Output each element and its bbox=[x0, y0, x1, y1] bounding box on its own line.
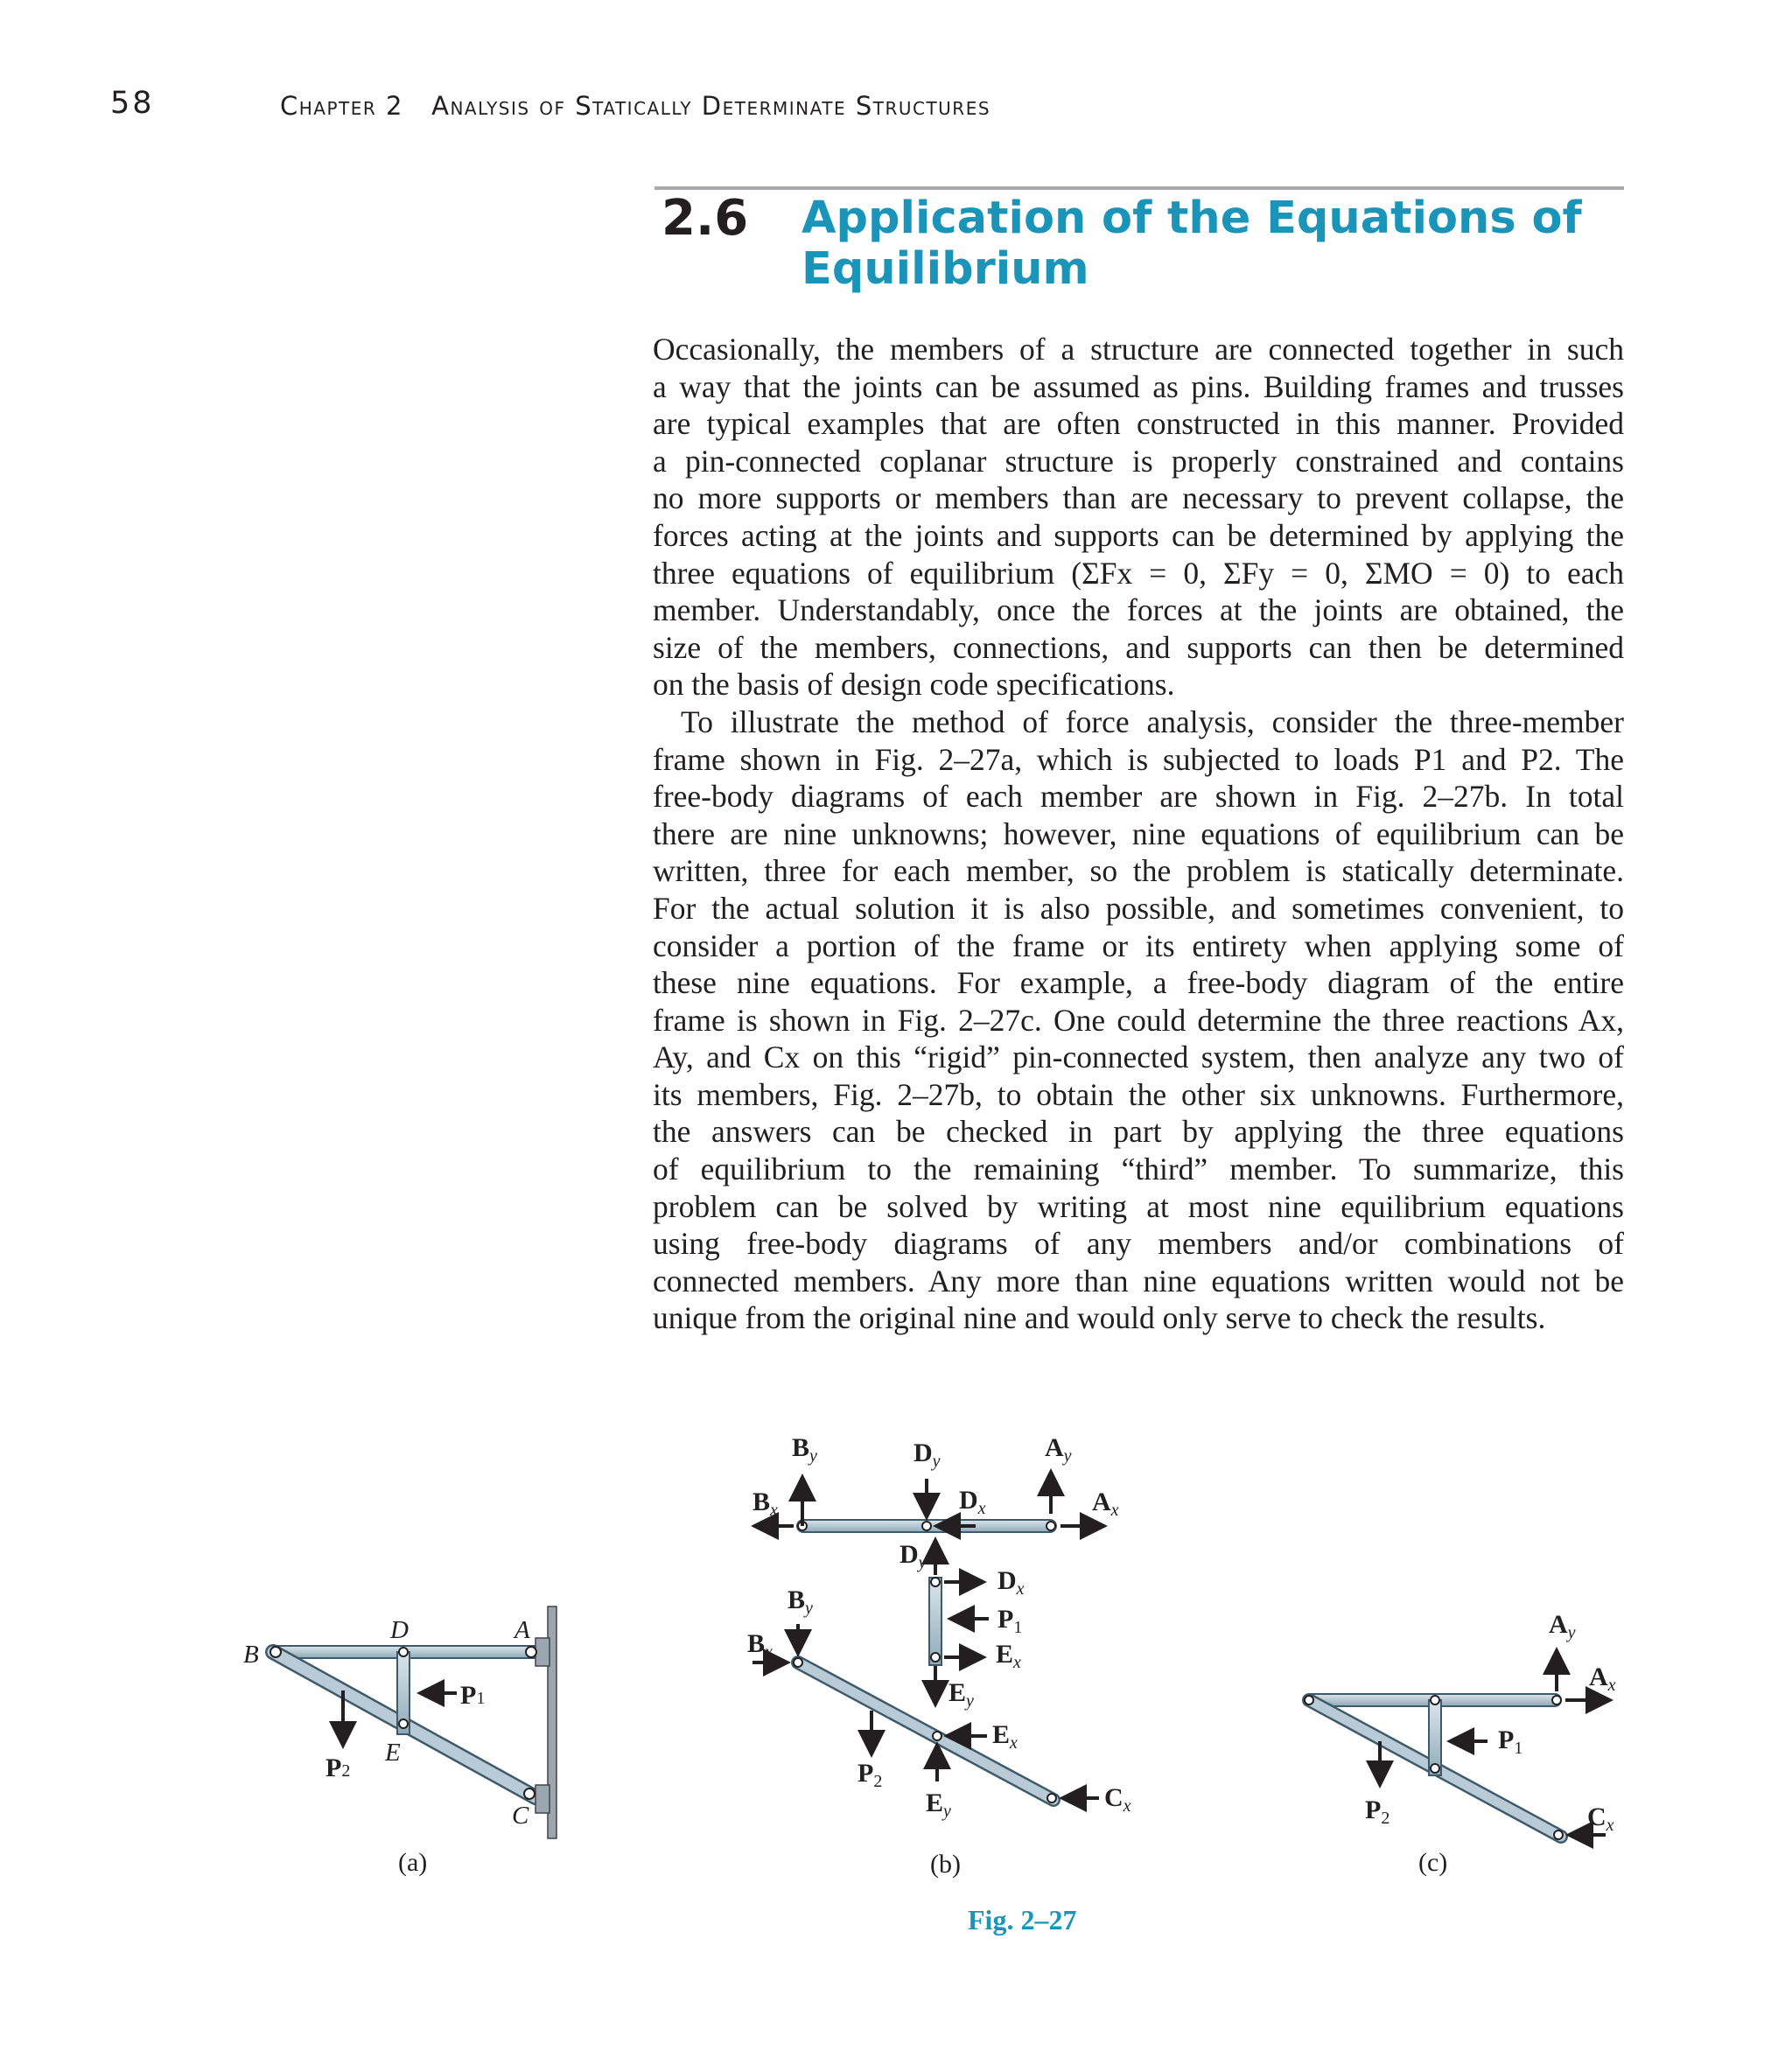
body-line: forces acting at the joints and supports can be determined by applying the bbox=[653, 517, 1624, 553]
svg-text:Ay: $A_y$ bbox=[1549, 1610, 1576, 1642]
body-line: of equilibrium to the remaining “third” member. To summarize, this bbox=[653, 1152, 1624, 1187]
svg-text:Dx: $D_x$ bbox=[959, 1486, 986, 1518]
svg-text:Cx: $C_x$ bbox=[1587, 1802, 1614, 1835]
svg-text:P2: $P_2$ bbox=[1365, 1796, 1390, 1828]
svg-text:C: C bbox=[512, 1802, 529, 1830]
body-line: written, three for each member, so the problem is statically determinate. bbox=[653, 853, 1624, 889]
body-line: no more supports or members than are necessary to prevent collapse, the bbox=[653, 480, 1624, 516]
svg-text:Bx: $B_x$ bbox=[747, 1629, 773, 1662]
body-line: frame shown in Fig. 2–27a, which is subjected to loads P1 and P2. The bbox=[653, 741, 1624, 777]
body-line: these nine equations. For example, a free-body diagram of the entire bbox=[653, 965, 1624, 1001]
body-line: frame is shown in Fig. 2–27c. One could determine the three reactions Ax, bbox=[653, 1002, 1624, 1038]
body-line: problem can be solved by writing at most nine equilibrium equations bbox=[653, 1188, 1624, 1224]
body-line: For the actual solution it is also possible, and sometimes convenient, to bbox=[653, 890, 1624, 926]
panel-label-a: (a) bbox=[398, 1848, 428, 1877]
body-text bbox=[653, 331, 1624, 1337]
running-head: Chapter 2 Analysis of Statically Determinate Structures bbox=[280, 91, 991, 121]
svg-text:P1: $P_1$ bbox=[1498, 1726, 1523, 1758]
figure-drawing bbox=[0, 1400, 1792, 2012]
body-line: are typical examples that are often constructed in this manner. Provided bbox=[653, 406, 1624, 442]
svg-text:Dx: $D_x$ bbox=[998, 1566, 1025, 1599]
svg-text:Dy: $D_y$ bbox=[900, 1540, 927, 1572]
panel-b-member-ab bbox=[754, 1472, 1104, 1532]
body-line: size of the members, connections, and supports can then be determined bbox=[653, 629, 1624, 665]
svg-text:Ax: $A_x$ bbox=[1092, 1488, 1119, 1520]
svg-text:B: B bbox=[243, 1641, 259, 1669]
svg-text:Ay: $A_y$ bbox=[1045, 1433, 1072, 1466]
figure-caption: Fig. 2–27 bbox=[968, 1904, 1077, 1936]
body-line: its members, Fig. 2–27b, to obtain the other six unknowns. Furthermore, bbox=[653, 1076, 1624, 1112]
svg-text:P1: P1 bbox=[460, 1681, 486, 1710]
svg-text:Bx: $B_x$ bbox=[752, 1488, 778, 1520]
svg-text:P2: $P_2$ bbox=[858, 1759, 883, 1791]
body-line: free-body diagrams of each member are shown in Fig. 2–27b. In total bbox=[653, 779, 1624, 815]
body-line: Ay, and Cx on this “rigid” pin-connected system, then analyze any two of bbox=[653, 1040, 1624, 1075]
body-line: the answers can be checked in part by applying the three equations bbox=[653, 1114, 1624, 1150]
body-line: unique from the original nine and would only serve to check the results. bbox=[653, 1300, 1546, 1336]
svg-text:D: D bbox=[390, 1616, 409, 1644]
svg-text:Cx: $C_x$ bbox=[1104, 1783, 1131, 1816]
body-line: connected members. Any more than nine equations written would not be bbox=[653, 1263, 1624, 1298]
svg-text:Ey: $E_y$ bbox=[948, 1678, 974, 1711]
body-line: member. Understandably, once the forces at the joints are obtained, the bbox=[653, 592, 1624, 628]
body-line-equation: three equations of equilibrium (ΣFx = 0, ΣFy = 0, ΣMO = 0) to each bbox=[653, 555, 1624, 591]
svg-text:P1: $P_1$ bbox=[998, 1605, 1023, 1637]
svg-text:Ey: $E_y$ bbox=[926, 1788, 951, 1821]
page-number: 58 bbox=[110, 86, 155, 121]
panel-c-frame bbox=[1304, 1650, 1610, 1839]
body-line: there are nine unknowns; however, nine equations of equilibrium can be bbox=[653, 816, 1624, 851]
svg-text:P2: P2 bbox=[326, 1754, 351, 1782]
body-line: a pin-connected coplanar structure is properly constrained and contains bbox=[653, 443, 1624, 479]
body-line: consider a portion of the frame or its entirety when applying some of bbox=[653, 928, 1624, 963]
section-number: 2.6 bbox=[662, 190, 749, 247]
body-line: using free-body diagrams of any members and/or combinations of bbox=[653, 1226, 1624, 1262]
panel-label-c: (c) bbox=[1418, 1848, 1448, 1877]
svg-text:By: $B_y$ bbox=[788, 1586, 813, 1618]
body-line: To illustrate the method of force analysis, consider the three-member bbox=[681, 704, 1624, 739]
svg-text:Ax: $A_x$ bbox=[1589, 1662, 1616, 1695]
svg-text:By: $B_y$ bbox=[792, 1433, 817, 1466]
svg-text:Ex: $E_x$ bbox=[992, 1720, 1018, 1753]
body-line: Occasionally, the members of a structure are connected together in such bbox=[653, 332, 1624, 367]
section-title: Application of the Equations of Equilibrium bbox=[802, 192, 1582, 295]
svg-text:Ex: $E_x$ bbox=[996, 1640, 1021, 1672]
section-rule bbox=[654, 186, 1624, 190]
svg-text:E: E bbox=[385, 1739, 401, 1767]
figure-2-27 bbox=[0, 1400, 1792, 2012]
panel-label-b: (b) bbox=[930, 1850, 961, 1879]
body-line: on the basis of design code specifications. bbox=[653, 667, 1175, 703]
body-line: a way that the joints can be assumed as pins. Building frames and trusses bbox=[653, 368, 1624, 404]
svg-text:A: A bbox=[514, 1616, 530, 1644]
panel-b-member-bc bbox=[752, 1624, 1099, 1802]
svg-text:Dy: $D_y$ bbox=[914, 1438, 941, 1471]
